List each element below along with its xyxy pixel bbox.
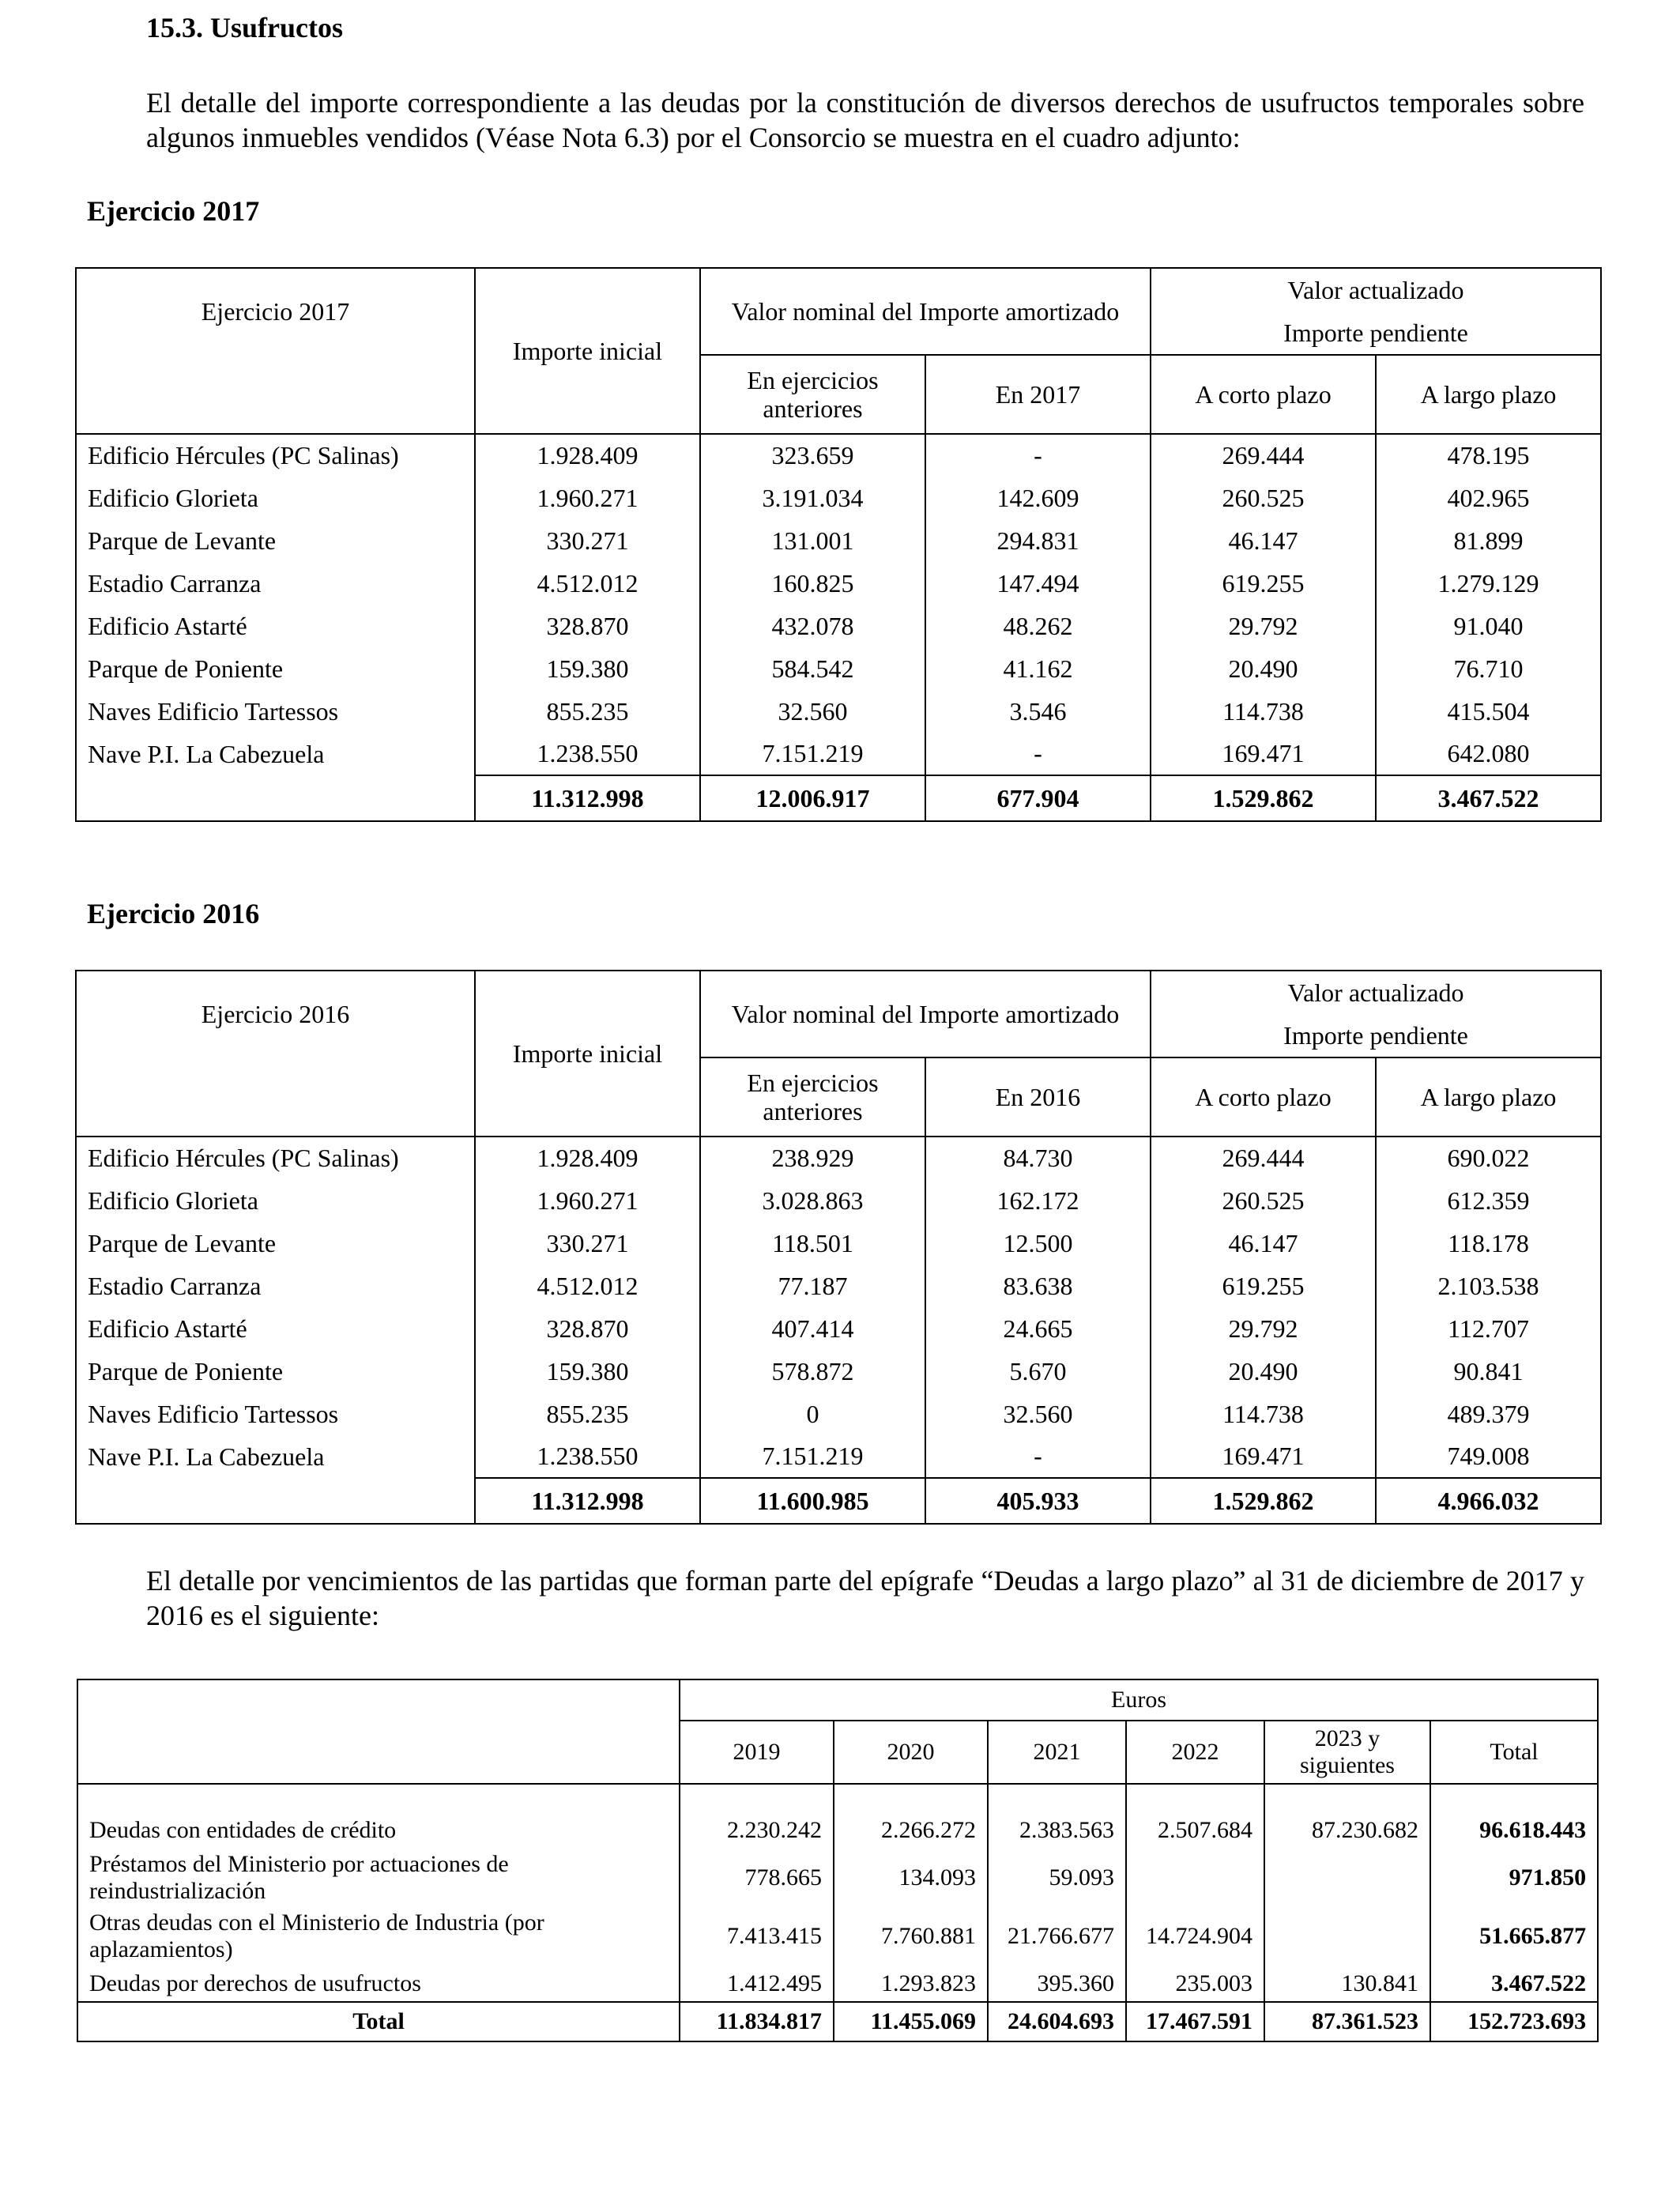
table-cell: 612.359 (1376, 1179, 1601, 1222)
table-cell: 134.093 (834, 1849, 988, 1907)
sub-corto-plazo: A corto plazo (1151, 355, 1376, 434)
table-cell: 59.093 (988, 1849, 1126, 1907)
table-cell: 642.080 (1376, 733, 1601, 775)
total-cell: 11.834.817 (680, 2002, 834, 2041)
table-cell: 749.008 (1376, 1435, 1601, 1478)
col-total: Total (1430, 1721, 1598, 1784)
maturity-paragraph: El detalle por vencimientos de las partidas que forman parte del epígrafe “Deudas a largo plazo” al 31 de diciembre de 2017 y 2016 es el siguiente: (146, 1565, 1584, 1631)
table-row (76, 1137, 1601, 1179)
corner-blank (77, 1679, 680, 1784)
total-cell: 405.933 (925, 1478, 1151, 1524)
group-valor-actualizado (1151, 971, 1601, 1057)
table-cell: 619.255 (1151, 1265, 1376, 1307)
table-cell: 260.525 (1151, 477, 1376, 519)
sub-anteriores-line1: En ejercicios (747, 366, 879, 394)
row-label (77, 1812, 680, 1849)
table-cell: 330.271 (475, 519, 700, 562)
intro-paragraph: El detalle del importe correspondiente a las deudas por la constitución de diversos derechos de usufructos temporales sobre algunos inmuebles vendidos (Véase Nota 6.3) por el Consorcio se muestra en el cuadro adjunto: (146, 87, 1584, 153)
table-cell: 3.191.034 (700, 477, 925, 519)
row-label: Nave P.I. La Cabezuela (76, 733, 475, 775)
table-cell: 118.501 (700, 1222, 925, 1265)
totals-label-blank (76, 775, 475, 821)
table-cell: 1.928.409 (475, 434, 700, 477)
table-cell: 46.147 (1151, 1222, 1376, 1265)
table-cell: 578.872 (700, 1350, 925, 1393)
table-cell: 855.235 (475, 690, 700, 733)
table-cell: 4.512.012 (475, 1265, 700, 1307)
total-cell: 11.312.998 (475, 775, 700, 821)
table-cell: 21.766.677 (988, 1907, 1126, 1966)
table-cell: 112.707 (1376, 1307, 1601, 1350)
total-cell: 1.529.862 (1151, 1478, 1376, 1524)
table-row (76, 1350, 1601, 1393)
table-cell: 328.870 (475, 1307, 700, 1350)
table-row (77, 1812, 1598, 1849)
table-cell: 478.195 (1376, 434, 1601, 477)
table-cell: 1.960.271 (475, 1179, 700, 1222)
table-cell: 12.500 (925, 1222, 1151, 1265)
sub-anteriores-line1: En ejercicios (747, 1069, 879, 1097)
totals-row (76, 775, 1601, 821)
row-total-cell: 96.618.443 (1430, 1812, 1598, 1849)
table-cell: 1.238.550 (475, 1435, 700, 1478)
total-cell: 11.455.069 (834, 2002, 988, 2041)
row-label: Naves Edificio Tartessos (76, 690, 475, 733)
table-cell: 238.929 (700, 1137, 925, 1179)
col-year-last (1264, 1721, 1430, 1784)
table-cell: 407.414 (700, 1307, 925, 1350)
table-row (77, 1907, 1598, 1966)
table-cell: 328.870 (475, 605, 700, 647)
table-row (76, 1307, 1601, 1350)
table-cell: 402.965 (1376, 477, 1601, 519)
table-cell: 1.238.550 (475, 733, 700, 775)
table-cell (1264, 1907, 1430, 1966)
table-cell: 87.230.682 (1264, 1812, 1430, 1849)
sub-ejercicios-anteriores (700, 355, 925, 434)
table-cell: 2.266.272 (834, 1812, 988, 1849)
table-row (76, 434, 1601, 477)
row-label-line1: Deudas con entidades de crédito (89, 1817, 397, 1843)
table-cell (1264, 1849, 1430, 1907)
row-label: Naves Edificio Tartessos (76, 1393, 475, 1435)
group-actualizado-line2: Importe pendiente (1283, 319, 1468, 347)
table-cell: 20.490 (1151, 647, 1376, 690)
row-label: Nave P.I. La Cabezuela (76, 1435, 475, 1478)
table-cell: 1.279.129 (1376, 562, 1601, 605)
heading-2016: Ejercicio 2016 (87, 898, 260, 929)
col-year: 2020 (834, 1721, 988, 1784)
table-cell: - (925, 434, 1151, 477)
row-label: Parque de Poniente (76, 647, 475, 690)
row-total-cell: 51.665.877 (1430, 1907, 1598, 1966)
table-row (76, 1435, 1601, 1478)
table-cell: 415.504 (1376, 690, 1601, 733)
heading-2017: Ejercicio 2017 (87, 195, 260, 227)
table-cell: 46.147 (1151, 519, 1376, 562)
table-cell: 162.172 (925, 1179, 1151, 1222)
usufructos-table-2017 (75, 267, 1602, 822)
sub-corto-plazo: A corto plazo (1151, 1057, 1376, 1137)
table-cell: 159.380 (475, 647, 700, 690)
table-cell: 32.560 (700, 690, 925, 733)
table-cell: 1.293.823 (834, 1966, 988, 2002)
total-cell: 24.604.693 (988, 2002, 1126, 2041)
table-cell: 14.724.904 (1126, 1907, 1264, 1966)
row-total-cell: 3.467.522 (1430, 1966, 1598, 2002)
group-actualizado-line1: Valor actualizado (1287, 978, 1464, 1007)
table-cell: 114.738 (1151, 690, 1376, 733)
row-label: Parque de Levante (76, 1222, 475, 1265)
row-label-line1: Otras deudas con el Ministerio de Industria (por (89, 1909, 544, 1936)
table-cell: 41.162 (925, 647, 1151, 690)
maturity-table (77, 1679, 1599, 2042)
sub-en-2016: En 2016 (925, 1057, 1151, 1137)
table-row (77, 1966, 1598, 2002)
section-title: 15.3. Usufructos (146, 12, 343, 43)
sub-largo-plazo: A largo plazo (1376, 355, 1601, 434)
table-cell: 269.444 (1151, 434, 1376, 477)
row-label (77, 1849, 680, 1907)
table-row (76, 690, 1601, 733)
group-actualizado-line2: Importe pendiente (1283, 1021, 1468, 1050)
table-cell: 169.471 (1151, 733, 1376, 775)
totals-label: Total (77, 2002, 680, 2041)
group-valor-nominal: Valor nominal del Importe amortizado (700, 268, 1151, 355)
table-cell: 584.542 (700, 647, 925, 690)
col-year-last-line1: 2023 y (1314, 1725, 1381, 1751)
totals-label-blank (76, 1478, 475, 1524)
table-cell: 169.471 (1151, 1435, 1376, 1478)
table-cell: - (925, 1435, 1151, 1478)
group-valor-actualizado (1151, 268, 1601, 355)
row-label: Parque de Poniente (76, 1350, 475, 1393)
corner-label: Ejercicio 2017 (76, 268, 475, 434)
table-row (76, 477, 1601, 519)
table-cell: 2.230.242 (680, 1812, 834, 1849)
group-euros: Euros (680, 1679, 1598, 1721)
group-valor-nominal: Valor nominal del Importe amortizado (700, 971, 1151, 1057)
table-cell: 778.665 (680, 1849, 834, 1907)
col-year: 2021 (988, 1721, 1126, 1784)
table-cell: 294.831 (925, 519, 1151, 562)
table-cell: 48.262 (925, 605, 1151, 647)
sub-ejercicios-anteriores (700, 1057, 925, 1137)
spacer-row (77, 1784, 1598, 1812)
table-cell: 7.151.219 (700, 733, 925, 775)
table-cell: 29.792 (1151, 1307, 1376, 1350)
col-importe-inicial: Importe inicial (475, 268, 700, 434)
row-label: Estadio Carranza (76, 562, 475, 605)
table-row (76, 647, 1601, 690)
total-cell: 4.966.032 (1376, 1478, 1601, 1524)
sub-anteriores-line2: anteriores (763, 1097, 863, 1125)
table-cell: 7.413.415 (680, 1907, 834, 1966)
table-row (76, 1179, 1601, 1222)
table-cell: 29.792 (1151, 605, 1376, 647)
row-label (77, 1907, 680, 1966)
table-row (76, 1393, 1601, 1435)
table-cell: 395.360 (988, 1966, 1126, 2002)
table-cell: 619.255 (1151, 562, 1376, 605)
row-label: Edificio Hércules (PC Salinas) (76, 434, 475, 477)
table-cell: 90.841 (1376, 1350, 1601, 1393)
totals-row (77, 2002, 1598, 2041)
table-cell (1126, 1849, 1264, 1907)
table-cell: 76.710 (1376, 647, 1601, 690)
table-row (76, 605, 1601, 647)
table-cell: 1.960.271 (475, 477, 700, 519)
usufructos-table-2016 (75, 970, 1602, 1525)
col-year-last-line2: siguientes (1300, 1752, 1395, 1778)
table-cell: 3.546 (925, 690, 1151, 733)
table-cell: 2.507.684 (1126, 1812, 1264, 1849)
table-cell: 855.235 (475, 1393, 700, 1435)
col-year: 2019 (680, 1721, 834, 1784)
table-cell: 147.494 (925, 562, 1151, 605)
table-cell: 330.271 (475, 1222, 700, 1265)
table-cell: 432.078 (700, 605, 925, 647)
row-label: Edificio Astarté (76, 1307, 475, 1350)
table-cell: 118.178 (1376, 1222, 1601, 1265)
row-label: Estadio Carranza (76, 1265, 475, 1307)
table-cell: 20.490 (1151, 1350, 1376, 1393)
table-cell: 83.638 (925, 1265, 1151, 1307)
table-cell: 130.841 (1264, 1966, 1430, 2002)
spacer-cell (1430, 1784, 1598, 1812)
table-cell: 81.899 (1376, 519, 1601, 562)
row-label-line2: aplazamientos) (89, 1936, 233, 1962)
table-cell: 77.187 (700, 1265, 925, 1307)
spacer-cell (680, 1784, 834, 1812)
spacer-cell (834, 1784, 988, 1812)
table-cell: 2.383.563 (988, 1812, 1126, 1849)
col-importe-inicial: Importe inicial (475, 971, 700, 1137)
total-cell: 1.529.862 (1151, 775, 1376, 821)
table-cell: 160.825 (700, 562, 925, 605)
spacer-cell (988, 1784, 1126, 1812)
table-row (76, 1265, 1601, 1307)
row-label: Edificio Glorieta (76, 1179, 475, 1222)
total-cell: 11.312.998 (475, 1478, 700, 1524)
table-cell: 5.670 (925, 1350, 1151, 1393)
table-cell: 690.022 (1376, 1137, 1601, 1179)
table-cell: 24.665 (925, 1307, 1151, 1350)
table-row (77, 1849, 1598, 1907)
table-cell: 4.512.012 (475, 562, 700, 605)
table-cell: 235.003 (1126, 1966, 1264, 2002)
table-cell: 7.151.219 (700, 1435, 925, 1478)
row-label: Parque de Levante (76, 519, 475, 562)
row-label: Edificio Hércules (PC Salinas) (76, 1137, 475, 1179)
spacer-cell (1264, 1784, 1430, 1812)
table-cell: 489.379 (1376, 1393, 1601, 1435)
table-row (76, 519, 1601, 562)
row-label-line1: Préstamos del Ministerio por actuaciones de (89, 1851, 509, 1877)
sub-largo-plazo: A largo plazo (1376, 1057, 1601, 1137)
col-year: 2022 (1126, 1721, 1264, 1784)
table-cell: 114.738 (1151, 1393, 1376, 1435)
row-total-cell: 971.850 (1430, 1849, 1598, 1907)
table-cell: 2.103.538 (1376, 1265, 1601, 1307)
row-label: Edificio Astarté (76, 605, 475, 647)
table-cell: 91.040 (1376, 605, 1601, 647)
table-cell: 7.760.881 (834, 1907, 988, 1966)
table-row (76, 1222, 1601, 1265)
total-cell: 3.467.522 (1376, 775, 1601, 821)
row-label (77, 1966, 680, 2002)
total-cell: 87.361.523 (1264, 2002, 1430, 2041)
table-cell: 269.444 (1151, 1137, 1376, 1179)
row-label: Edificio Glorieta (76, 477, 475, 519)
table-cell: 142.609 (925, 477, 1151, 519)
total-cell: 12.006.917 (700, 775, 925, 821)
total-cell: 677.904 (925, 775, 1151, 821)
table-cell: 0 (700, 1393, 925, 1435)
total-cell: 17.467.591 (1126, 2002, 1264, 2041)
row-label-line1: Deudas por derechos de usufructos (89, 1970, 421, 1996)
group-actualizado-line1: Valor actualizado (1287, 276, 1464, 304)
total-cell: 11.600.985 (700, 1478, 925, 1524)
table-cell: 3.028.863 (700, 1179, 925, 1222)
table-cell: 84.730 (925, 1137, 1151, 1179)
row-label-line2: reindustrialización (89, 1878, 266, 1904)
table-row (76, 562, 1601, 605)
total-cell: 152.723.693 (1430, 2002, 1598, 2041)
table-cell: 159.380 (475, 1350, 700, 1393)
sub-anteriores-line2: anteriores (763, 394, 863, 423)
sub-en-2017: En 2017 (925, 355, 1151, 434)
table-cell: 1.412.495 (680, 1966, 834, 2002)
corner-label: Ejercicio 2016 (76, 971, 475, 1137)
totals-row (76, 1478, 1601, 1524)
table-cell: 260.525 (1151, 1179, 1376, 1222)
spacer-cell (1126, 1784, 1264, 1812)
table-cell: 323.659 (700, 434, 925, 477)
table-cell: 131.001 (700, 519, 925, 562)
table-cell: 1.928.409 (475, 1137, 700, 1179)
table-cell: - (925, 733, 1151, 775)
table-row (76, 733, 1601, 775)
spacer-cell (77, 1784, 680, 1812)
table-cell: 32.560 (925, 1393, 1151, 1435)
